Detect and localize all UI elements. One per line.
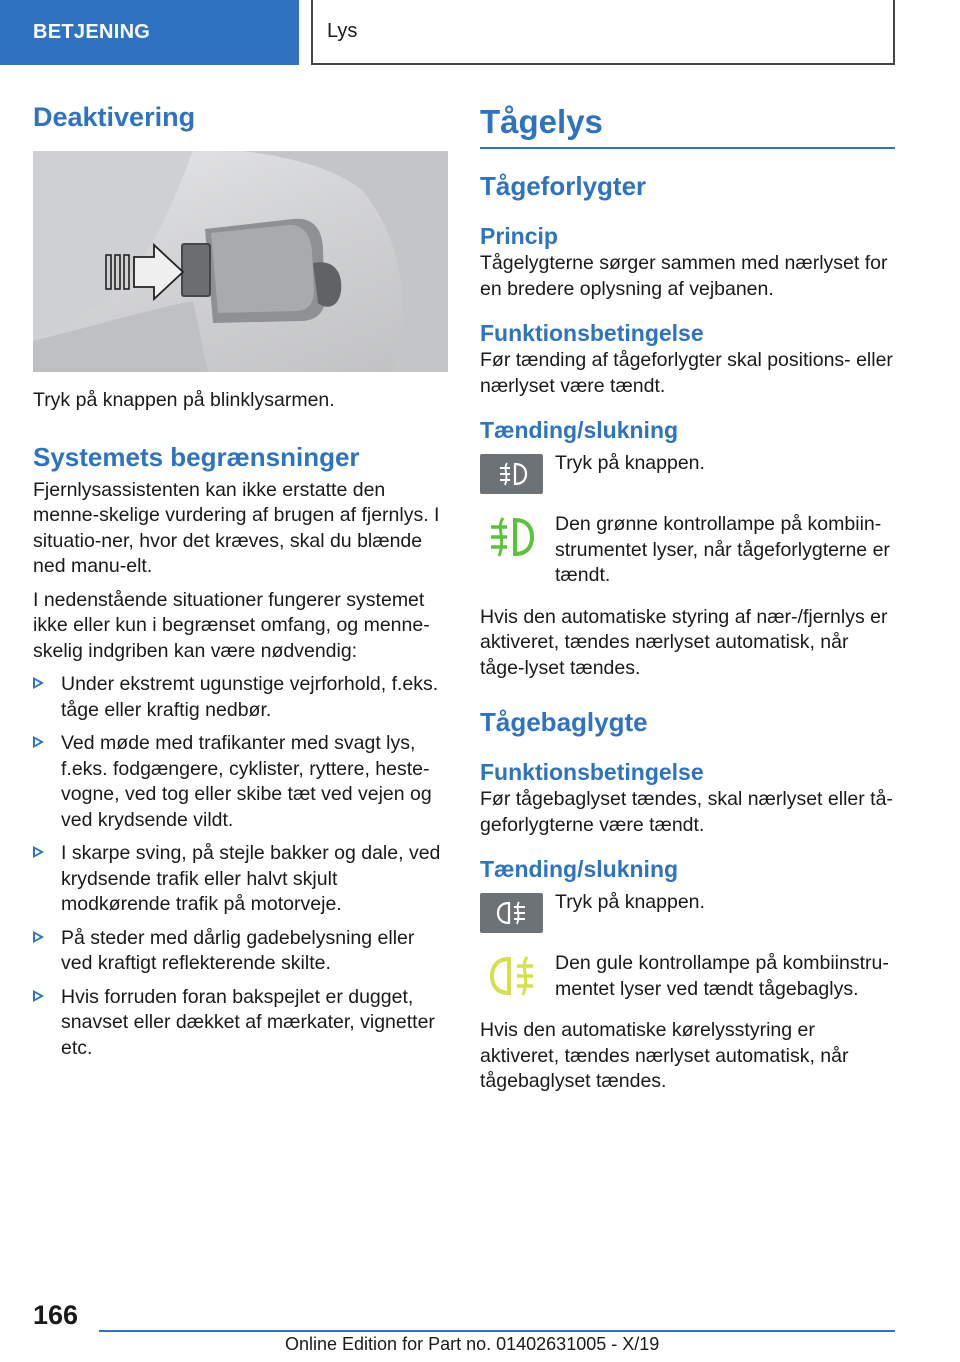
principle-heading: Princip — [480, 223, 558, 249]
rear-onoff-heading: Tænding/slukning — [480, 856, 679, 882]
yellow-lamp-text: Den gule kontrollampe på kombiinstru-mentet lyser ved tændt tågebaglys. — [555, 952, 889, 1000]
header-section-label: BETJENING — [33, 21, 151, 43]
rear-fog-symbol-icon — [495, 900, 529, 926]
front-fog-button-row — [480, 451, 895, 494]
front-fog-button-icon — [480, 454, 543, 494]
header-chapter-label: Lys — [327, 20, 358, 42]
bullet-triangle-icon — [33, 736, 44, 748]
left-column — [33, 100, 448, 1069]
bullet-triangle-icon — [33, 931, 44, 943]
bullet-triangle-icon — [33, 846, 44, 858]
stalk-button-illustration — [33, 151, 448, 372]
green-lamp-text: Den grønne kontrollampe på kombiin-strumentet lyser, når tågeforlygterne er tændt. — [555, 513, 890, 586]
front-fog-heading: Tågeforlygter — [480, 171, 647, 201]
limits-heading: Systemets begrænsninger — [33, 441, 360, 472]
onoff-heading: Tænding/slukning — [480, 417, 679, 443]
auto-front-text: Hvis den automatiske styring af nær-/fjernlys er aktiveret, tændes nærlyset automatisk, når tåge-lyset tændes. — [480, 605, 888, 679]
front-fog-symbol-icon — [495, 461, 529, 487]
page-number: 166 — [33, 1300, 79, 1330]
rear-condition-text: Før tågebaglyset tændes, skal nærlyset eller tå-geforlygterne være tændt. — [480, 788, 893, 836]
heading-rule — [480, 147, 895, 149]
rear-fog-heading: Tågebaglygte — [480, 707, 648, 737]
yellow-indicator-lamp-icon — [480, 951, 543, 1001]
figure-caption: Tryk på knappen på blinklysarmen. — [33, 389, 335, 411]
footer-edition-text: Online Edition for Part no. 01402631005 - X/19 — [285, 1334, 660, 1354]
yellow-lamp-row — [480, 951, 895, 1002]
condition-heading: Funktionsbetingelse — [480, 320, 704, 346]
rear-press-button-text: Tryk på knappen. — [555, 891, 705, 913]
list-item-text: Hvis forruden foran bakspejlet er dugget, snavset eller dækket af mærkater, vignetter etc. — [61, 985, 435, 1059]
header-section-tab — [0, 0, 299, 65]
limits-paragraph-2: I nedenstående situationer fungerer systemet ikke eller kun i begrænset omfang, og menne-skelig indgriben kan være nødvendig: — [33, 588, 430, 662]
yellow-fog-lamp-symbol-icon — [489, 955, 535, 997]
right-column — [480, 100, 895, 1095]
fog-lights-heading: Tågelys — [480, 103, 603, 140]
list-item — [33, 731, 448, 833]
stalk-illustration-svg — [33, 151, 448, 372]
list-item-text: På steder med dårlig gadebelysning eller ved kraftigt reflekterende skilte. — [61, 926, 415, 974]
footer-rule — [99, 1330, 895, 1332]
list-item-text: I skarpe sving, på stejle bakker og dale, ved krydsende trafik eller halvt skjult modkørende trafik på motorveje. — [61, 842, 441, 915]
limits-paragraph-1: Fjernlysassistenten kan ikke erstatte den menne-skelige vurdering af brugen af fjernlys. I situatio-ner, hvor det kræves, skal du blænde ned manu-elt. — [33, 478, 440, 577]
list-item — [33, 985, 448, 1062]
rear-fog-button-icon — [480, 893, 543, 933]
bullet-triangle-icon — [33, 990, 44, 1002]
rear-condition-heading: Funktionsbetingelse — [480, 759, 704, 785]
rear-fog-button-row — [480, 890, 895, 933]
list-item — [33, 841, 448, 918]
header-chapter-box — [311, 0, 895, 65]
green-fog-lamp-symbol-icon — [489, 516, 535, 558]
green-indicator-lamp-icon — [480, 512, 543, 562]
list-item — [33, 926, 448, 977]
bullet-triangle-icon — [33, 677, 44, 689]
list-item-text: Under ekstremt ugunstige vejrforhold, f.eks. tåge eller kraftig nedbør. — [61, 673, 439, 721]
green-lamp-row — [480, 512, 895, 589]
condition-text: Før tænding af tågeforlygter skal positions- eller nærlyset være tændt. — [480, 349, 893, 397]
list-item — [33, 672, 448, 723]
list-item-text: Ved møde med trafikanter med svagt lys, f.eks. fodgængere, cyklister, ryttere, heste-vogne, ved tog eller skibe tæt ved vejen og ved krydsende vildt. — [61, 732, 432, 831]
principle-text: Tågelygterne sørger sammen med nærlyset for en bredere oplysning af vejbanen. — [480, 252, 888, 300]
front-press-button-text: Tryk på knappen. — [555, 452, 705, 474]
limitations-list — [33, 672, 448, 1061]
auto-rear-text: Hvis den automatiske kørelysstyring er aktiveret, tændes nærlyset automatisk, når tågebaglyset tændes. — [480, 1019, 849, 1092]
deactivation-heading: Deaktivering — [33, 102, 196, 132]
